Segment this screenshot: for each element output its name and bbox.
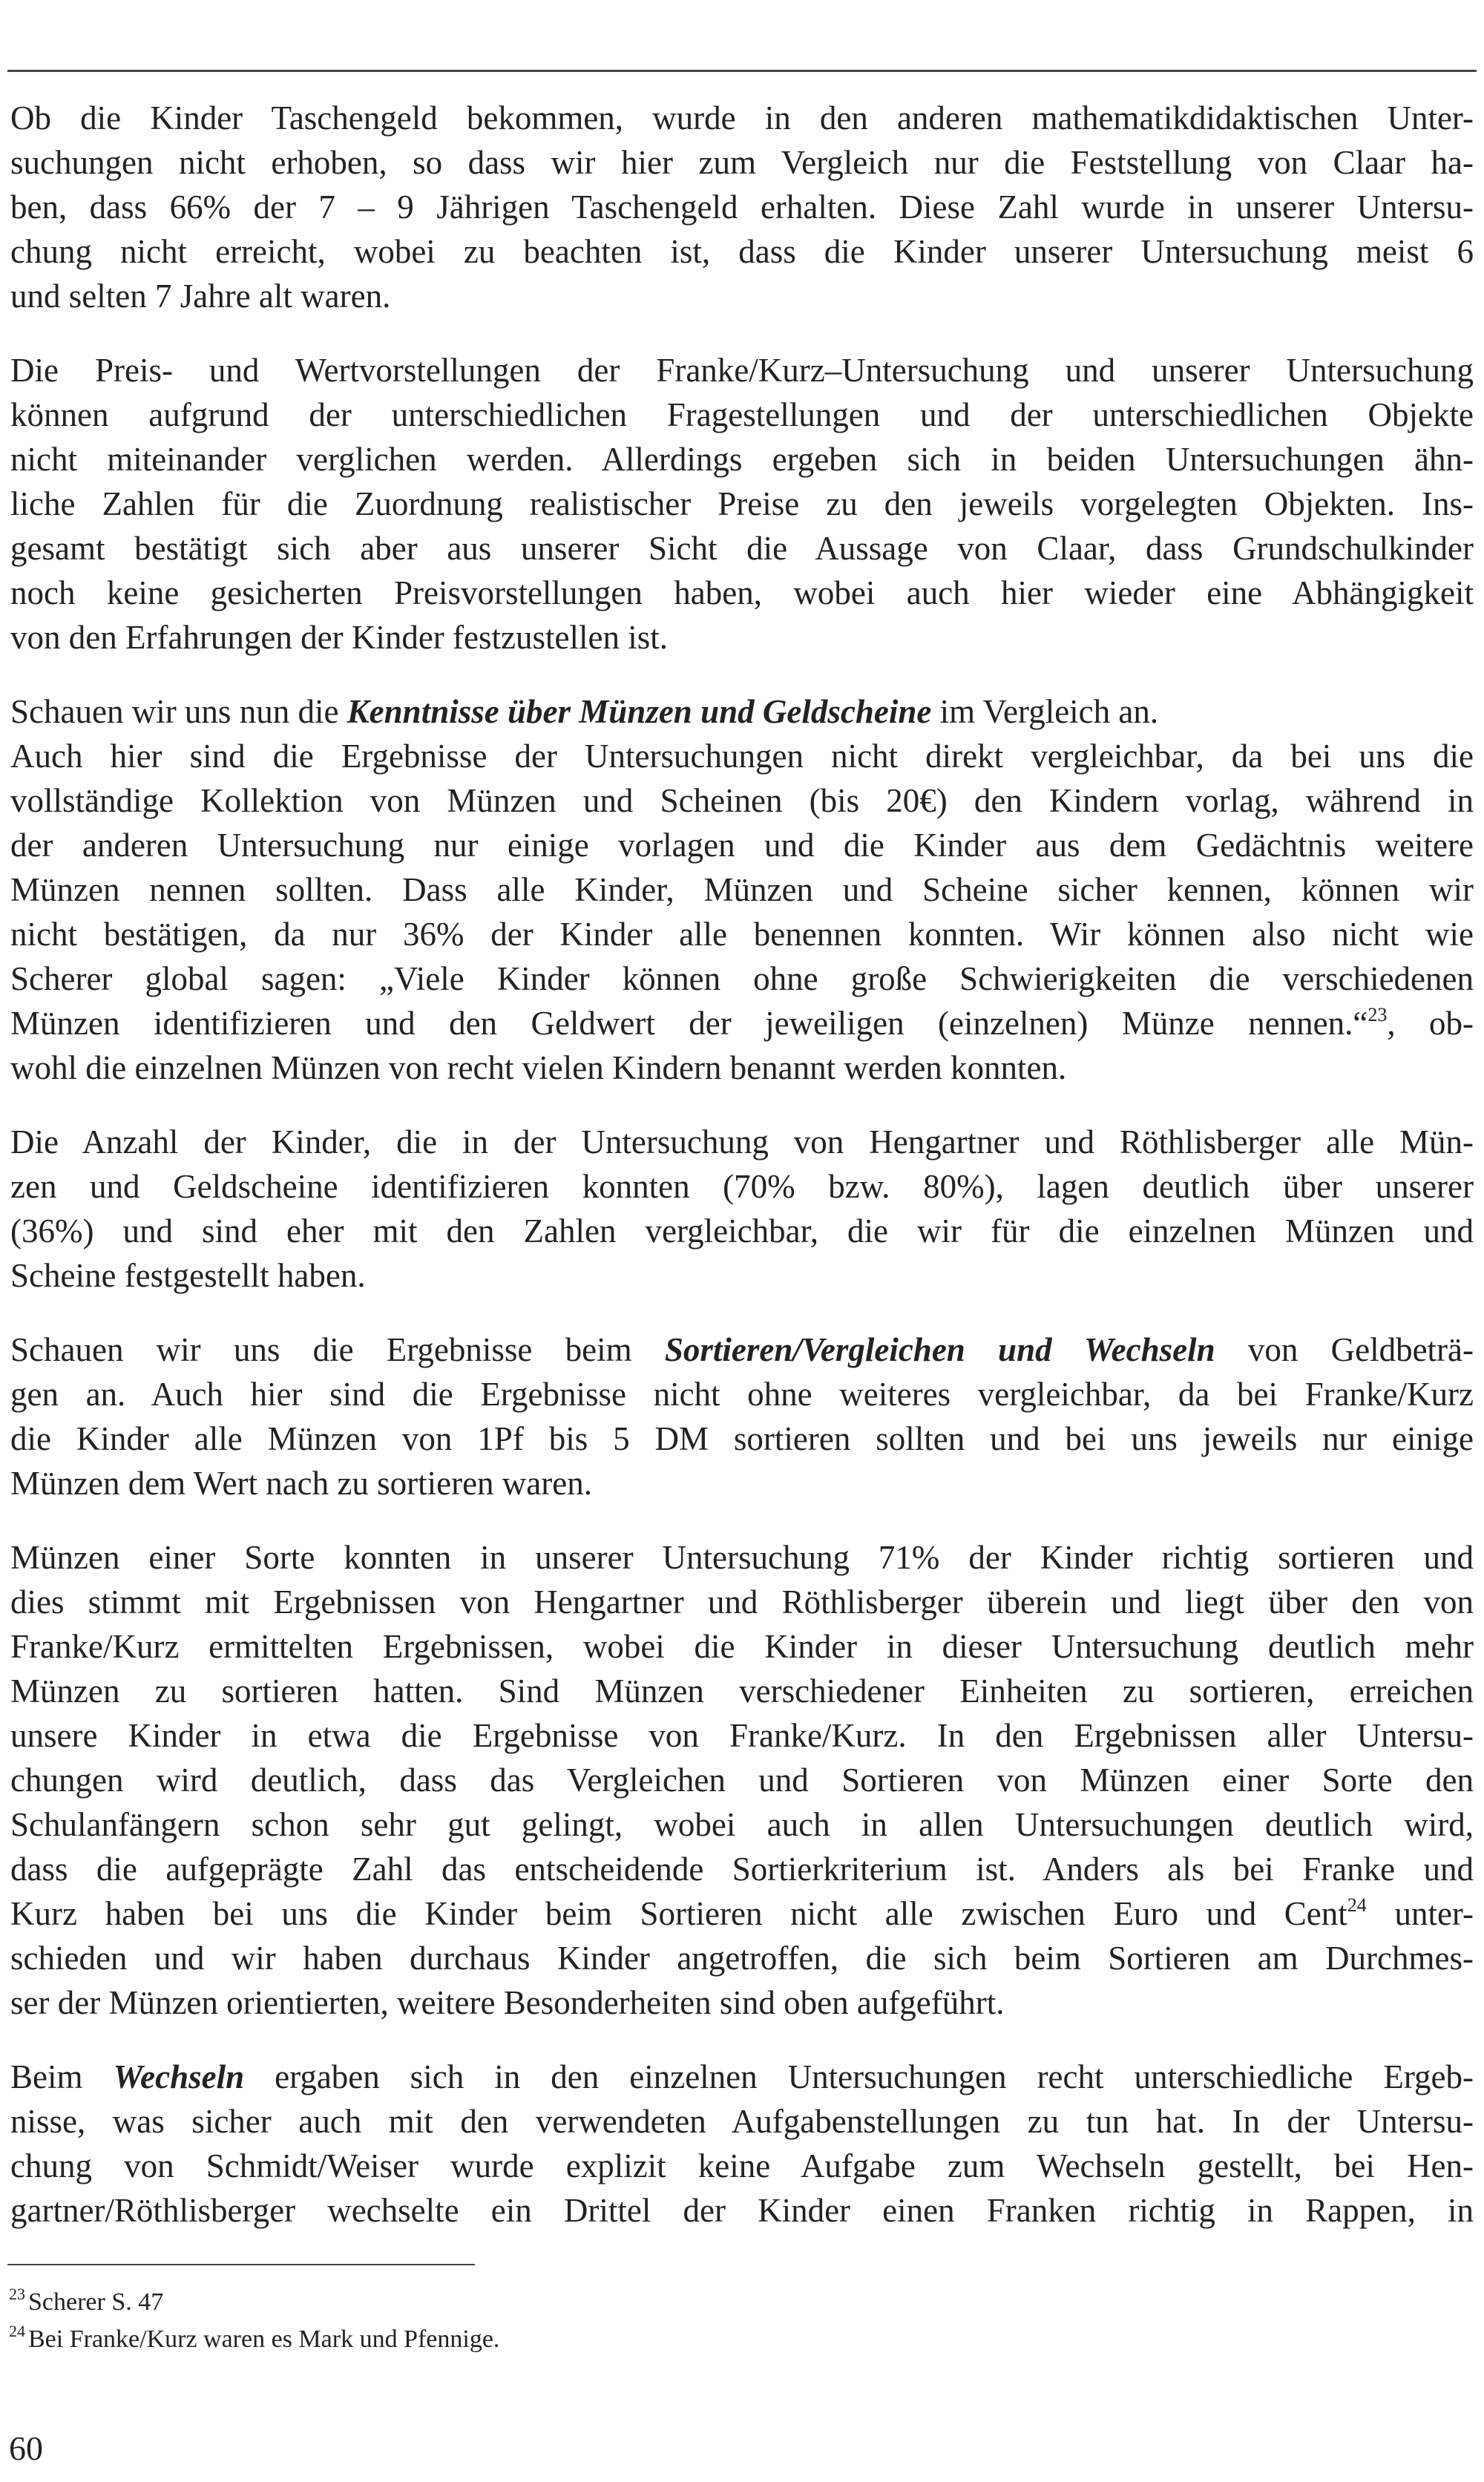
text-line: Münzen nennen sollten. Dass alle Kinder, Münzen und Scheine sicher kennen, können wir [10, 871, 1474, 908]
text-line: nicht miteinander verglichen werden. Allerdings ergeben sich in beiden Untersuchungen ähn- [10, 441, 1474, 478]
paragraph [10, 96, 1474, 318]
text-line: nicht bestätigen, da nur 36% der Kinder alle benennen konnten. Wir können also nicht wie [10, 916, 1474, 953]
text-line: Scheine festgestellt haben. [10, 1257, 366, 1294]
text-line: gen an. Auch hier sind die Ergebnisse nicht ohne weiteres vergleichbar, da bei Franke/Kurz [10, 1376, 1474, 1413]
text-line: dies stimmt mit Ergebnissen von Hengartner und Röthlisberger überein und liegt über den von [10, 1583, 1474, 1621]
text-line: dass die aufgeprägte Zahl das entscheidende Sortierkriterium ist. Anders als bei Franke und [10, 1851, 1474, 1888]
text-line: vollständige Kollektion von Münzen und Scheinen (bis 20€) den Kindern vorlag, während in [10, 782, 1474, 819]
text-line [10, 2055, 1474, 2099]
emphasized-term: Sortieren/Vergleichen und Wechseln [664, 1331, 1215, 1368]
text-segment: Beim [10, 2058, 114, 2095]
text-line: chungen wird deutlich, dass das Vergleichen und Sortieren von Münzen einer Sorte den [10, 1762, 1474, 1799]
text-line: wohl die einzelnen Münzen von recht vielen Kindern benannt werden konnten. [10, 1049, 1067, 1086]
text-line: Ob die Kinder Taschengeld bekommen, wurde in den anderen mathematikdidaktischen Unter- [10, 99, 1474, 137]
text-line: ser der Münzen orientierten, weitere Besonderheiten sind oben aufgeführt. [10, 1984, 1005, 2021]
text-segment: unter- [1366, 1895, 1474, 1932]
text-line: chung von Schmidt/Weiser wurde explizit keine Aufgabe zum Wechseln gestellt, bei Hen- [10, 2147, 1474, 2184]
text-line: Schulanfängern schon sehr gut gelingt, wobei auch in allen Untersuchungen deutlich wird, [10, 1806, 1474, 1843]
footnote-reference: 23 [1368, 1004, 1388, 1025]
text-line [10, 1891, 1474, 1936]
emphasized-term: Kenntnisse über Münzen und Geldscheine [347, 693, 932, 730]
paragraph [10, 1327, 1474, 1506]
text-line: von den Erfahrungen der Kinder festzustellen ist. [10, 619, 668, 656]
text-line: die Kinder alle Münzen von 1Pf bis 5 DM sortieren sollten und bei uns jeweils nur einige [10, 1420, 1474, 1457]
text-line: Die Anzahl der Kinder, die in der Untersuchung von Hengartner und Röthlisberger alle Mün- [10, 1123, 1474, 1160]
text-segment: von Geldbeträ- [1215, 1331, 1474, 1368]
paragraph [10, 2055, 1474, 2233]
footnote-reference: 24 [1347, 1894, 1367, 1916]
paragraph [10, 689, 1474, 1090]
text-segment: Kurz haben bei uns die Kinder beim Sortieren nicht alle zwischen Euro und Cent [10, 1895, 1347, 1932]
text-line: noch keine gesicherten Preisvorstellungen haben, wobei auch hier wieder eine Abhängigkeit [10, 574, 1474, 611]
footnote-number: 23 [9, 2285, 25, 2303]
footnote-separator [7, 2264, 475, 2265]
footnote-number: 24 [9, 2322, 25, 2340]
text-line: können aufgrund der unterschiedlichen Fragestellungen und der unterschiedlichen Objekte [10, 396, 1474, 433]
text-line: ben, dass 66% der 7 – 9 Jährigen Taschengeld erhalten. Diese Zahl wurde in unserer Untersu- [10, 188, 1474, 226]
text-line: Auch hier sind die Ergebnisse der Untersuchungen nicht direkt vergleichbar, da bei uns die [10, 738, 1474, 775]
footnote-text: Bei Franke/Kurz waren es Mark und Pfennige. [28, 2325, 500, 2353]
text-line: Franke/Kurz ermittelten Ergebnissen, wobei die Kinder in dieser Untersuchung deutlich mehr [10, 1628, 1474, 1665]
text-line: suchungen nicht erhoben, so dass wir hier zum Vergleich nur die Feststellung von Claar ha- [10, 144, 1474, 181]
text-line: unsere Kinder in etwa die Ergebnisse von Franke/Kurz. In den Ergebnissen aller Untersu- [10, 1717, 1474, 1754]
text-line [10, 1327, 1474, 1372]
text-line: Münzen dem Wert nach zu sortieren waren. [10, 1465, 592, 1502]
body-text [10, 96, 1474, 2262]
text-line: (36%) und sind eher mit den Zahlen vergleichbar, die wir für die einzelnen Münzen und [10, 1212, 1474, 1250]
footnote-text: Scherer S. 47 [28, 2288, 164, 2316]
text-line: Die Preis- und Wertvorstellungen der Franke/Kurz–Untersuchung und unserer Untersuchung [10, 352, 1474, 389]
text-line: Scherer global sagen: „Viele Kinder können ohne große Schwierigkeiten die verschiedenen [10, 960, 1474, 997]
page-number: 60 [9, 2429, 43, 2467]
text-line: Münzen zu sortieren hatten. Sind Münzen verschiedener Einheiten zu sortieren, erreichen [10, 1672, 1474, 1710]
text-line: schieden und wir haben durchaus Kinder angetroffen, die sich beim Sortieren am Durchmes- [10, 1940, 1474, 1977]
text-line: zen und Geldscheine identifizieren konnten (70% bzw. 80%), lagen deutlich über unserer [10, 1168, 1474, 1205]
text-segment: Schauen wir uns nun die [10, 693, 347, 730]
text-segment: ergaben sich in den einzelnen Untersuchungen recht unterschiedliche Ergeb- [244, 2058, 1474, 2095]
text-line: liche Zahlen für die Zuordnung realistischer Preise zu den jeweils vorgelegten Objekten. Ins- [10, 485, 1474, 522]
text-segment: , ob- [1387, 1005, 1474, 1042]
footnote-24 [9, 2321, 499, 2358]
text-segment: Münzen identifizieren und den Geldwert der jeweiligen (einzelnen) Münze nennen.“ [10, 1005, 1368, 1042]
paragraph [10, 348, 1474, 660]
text-line: Münzen einer Sorte konnten in unserer Untersuchung 71% der Kinder richtig sortieren und [10, 1539, 1474, 1576]
text-line: chung nicht erreicht, wobei zu beachten ist, dass die Kinder unserer Untersuchung meist 6 [10, 233, 1474, 270]
text-segment: im Vergleich an. [931, 693, 1159, 730]
text-line [10, 689, 1474, 734]
paragraph [10, 1535, 1474, 2025]
text-line: gesamt bestätigt sich aber aus unserer Sicht die Aussage von Claar, dass Grundschulkinder [10, 530, 1474, 567]
text-line: nisse, was sicher auch mit den verwendeten Aufgabenstellungen zu tun hat. In der Untersu- [10, 2103, 1474, 2140]
emphasized-term: Wechseln [113, 2058, 245, 2095]
text-line: und selten 7 Jahre alt waren. [10, 278, 391, 315]
footnote-23 [9, 2284, 499, 2321]
text-segment: Schauen wir uns die Ergebnisse beim [10, 1331, 665, 1368]
header-rule [7, 70, 1477, 72]
footnotes [9, 2284, 499, 2358]
paragraph [10, 1120, 1474, 1298]
text-line: der anderen Untersuchung nur einige vorlagen und die Kinder aus dem Gedächtnis weitere [10, 827, 1474, 864]
text-line: gartner/Röthlisberger wechselte ein Drittel der Kinder einen Franken richtig in Rappen, in [10, 2192, 1474, 2229]
text-line [10, 1001, 1474, 1045]
